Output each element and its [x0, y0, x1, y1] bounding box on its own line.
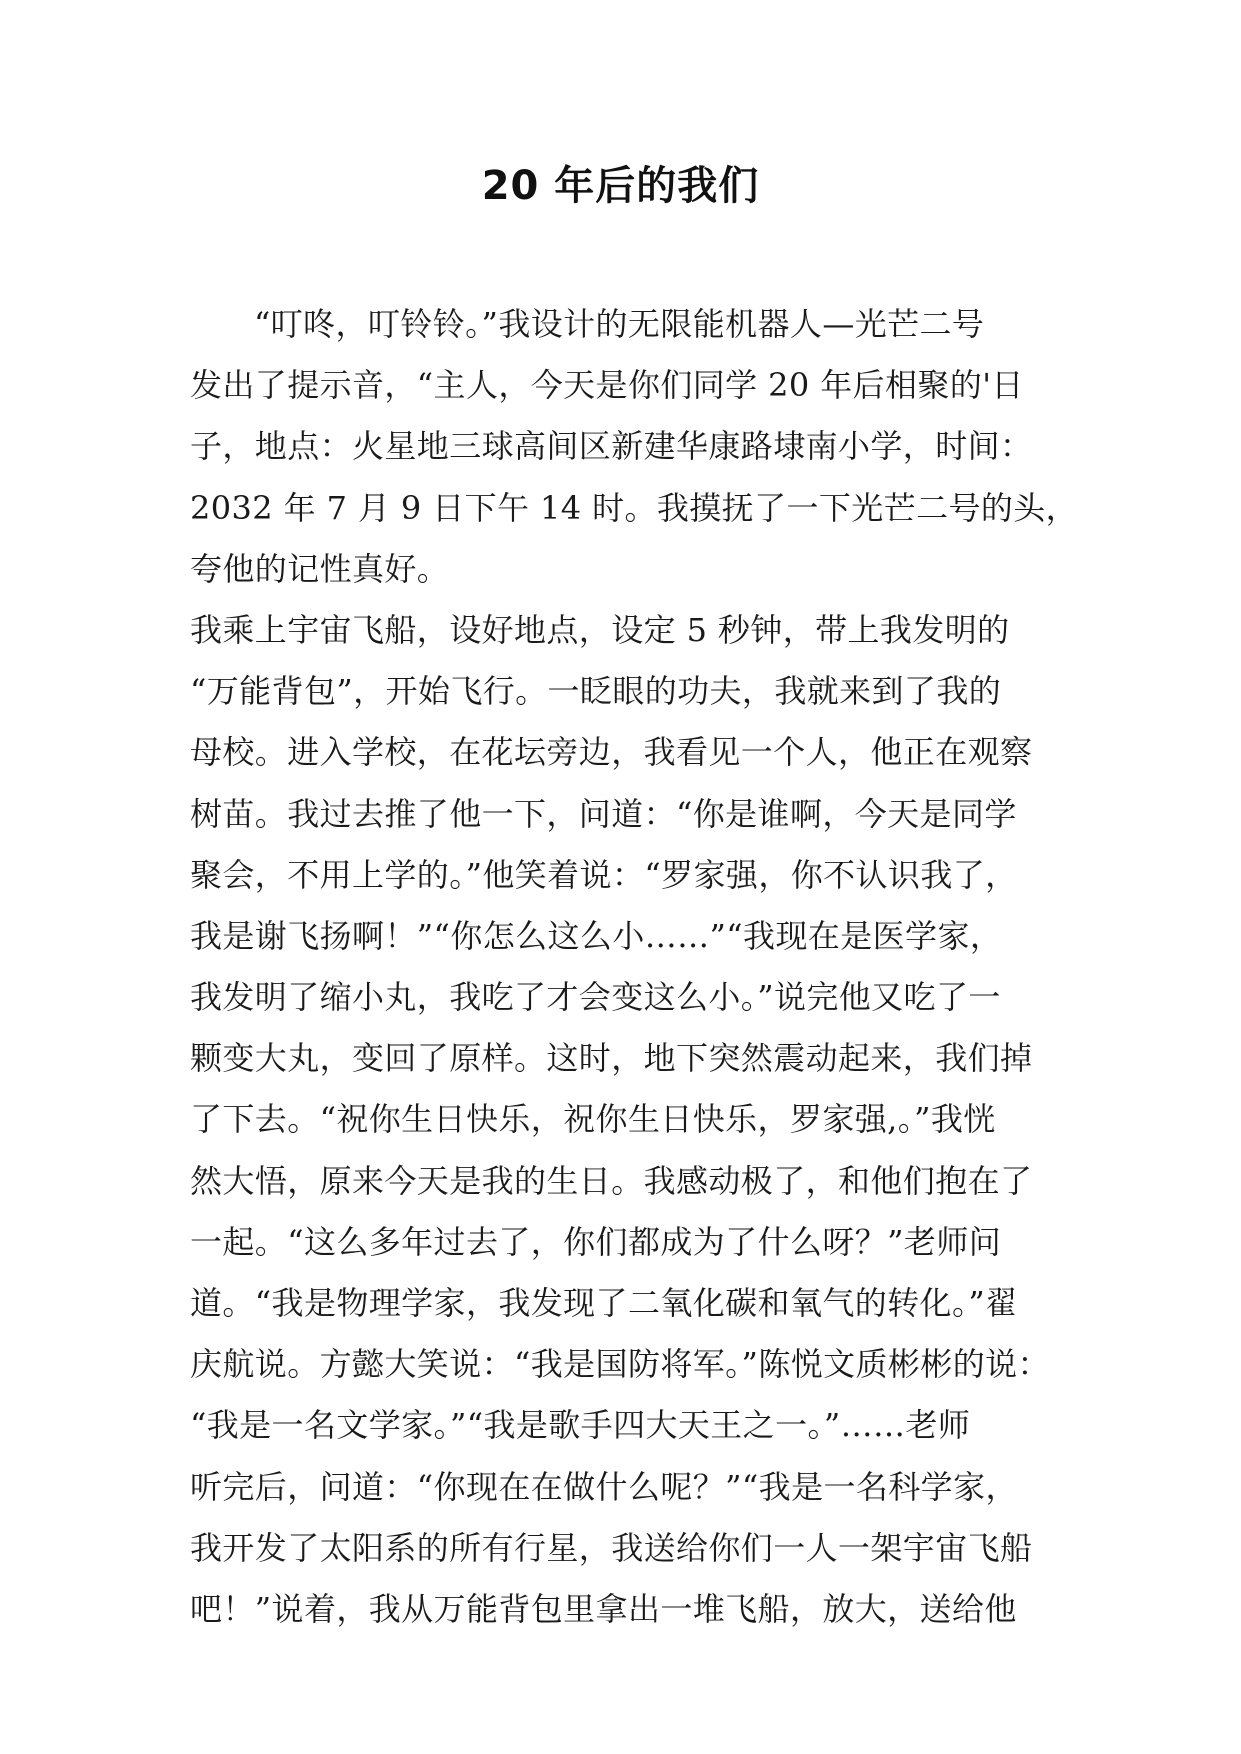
text-line: 夸他的记性真好。 — [190, 549, 450, 588]
text-line: “我是一名文学家。”“我是歌手四大天王之一。”……老师 — [190, 1406, 971, 1445]
text-line: 一起。“这么多年过去了，你们都成为了什么呀？”老师问 — [190, 1222, 1002, 1261]
text-line: 然大悟，原来今天是我的生日。我感动极了，和他们抱在了 — [190, 1161, 1033, 1200]
text-line: 我开发了太阳系的所有行星，我送给你们一人一架宇宙飞船 — [190, 1528, 1033, 1567]
text-line: 我乘上宇宙飞船，设好地点，设定 5 秒钟，带上我发明的 — [190, 610, 1010, 649]
text-line: 我发明了缩小丸，我吃了才会变这么小。”说完他又吃了一 — [190, 978, 1001, 1017]
text-line: 吧！”说着，我从万能背包里拿出一堆飞船，放大，送给他 — [190, 1589, 1017, 1628]
text-line: 道。“我是物理学家，我发现了二氧化碳和氧气的转化。”翟 — [190, 1284, 1018, 1322]
text-line: 听完后，问道：“你现在在做什么呢？”“我是一名科学家， — [190, 1467, 1018, 1506]
text-line: 树苗。我过去推了他一下，问道：“你是谁啊，今天是同学 — [190, 794, 1017, 833]
document-body — [190, 294, 1079, 1640]
text-line: 我是谢飞扬啊！”“你怎么这么小……”“我现在是医学家， — [190, 916, 1003, 955]
text-line: “叮咚，叮铃铃。”我设计的无限能机器人—光芒二号 — [254, 305, 985, 343]
text-line: 颗变大丸，变回了原样。这时，地下突然震动起来，我们掉 — [190, 1039, 1033, 1078]
text-line: 了下去。“祝你生日快乐，祝你生日快乐，罗家强,。”我恍 — [190, 1100, 996, 1139]
text-line: 庆航说。方懿大笑说：“我是国防将军。”陈悦文质彬彬的说： — [190, 1345, 1050, 1384]
text-line: 2032 年 7 月 9 日下午 14 时。我摸抚了一下光芒二号的头， — [190, 488, 1079, 527]
text-line: 聚会，不用上学的。”他笑着说：“罗家强，你不认识我了， — [190, 855, 1018, 894]
text-line: 发出了提示音，“主人，今天是你们同学 20 年后相聚的'日 — [190, 366, 1024, 405]
document-title: 20 年后的我们 — [481, 163, 760, 209]
text-line: 子，地点：火星地三球高间区新建华康路埭南小学，时间： — [190, 427, 1033, 466]
text-line: “万能背包”，开始飞行。一眨眼的功夫，我就来到了我的 — [190, 672, 1002, 711]
text-line: 母校。进入学校，在花坛旁边，我看见一个人，他正在观察 — [190, 733, 1033, 772]
